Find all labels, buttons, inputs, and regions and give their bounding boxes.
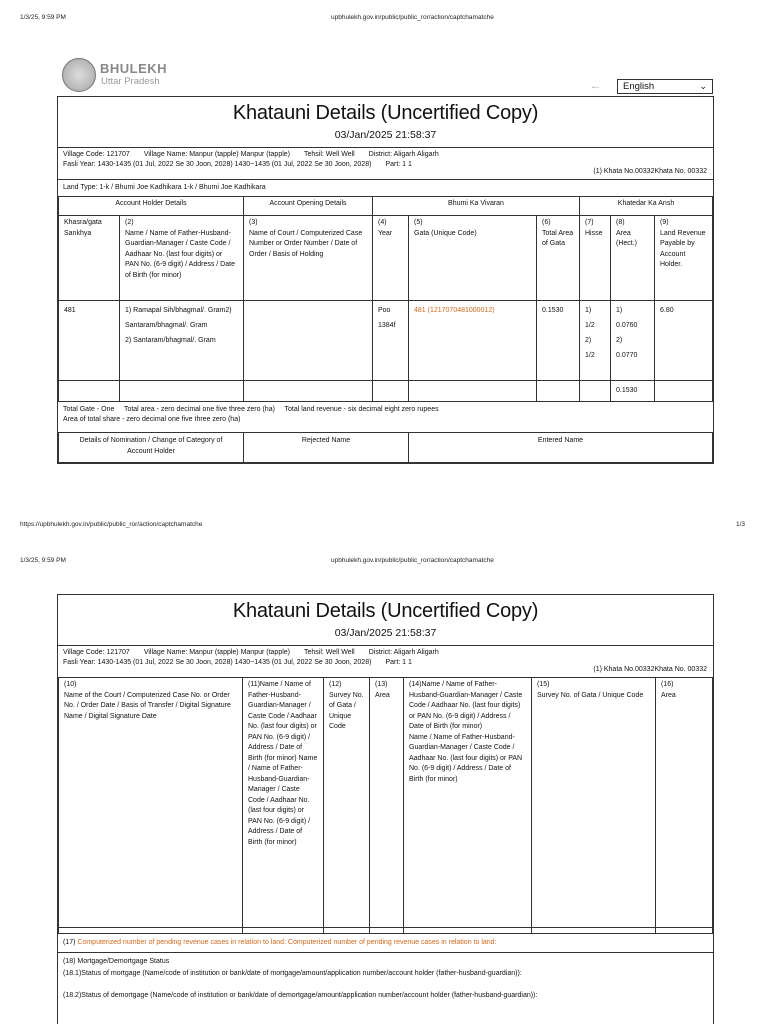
col-revenue: (9) Land Revenue Payable by Account Holder. (655, 216, 713, 301)
cell-name: 1) Ramapal Sih/bhagmal/. Gram2) Santaram/bhagmal/. Gram 2) Santaram/bhagmal/. Gram (120, 301, 244, 381)
mortgage-status: (18) Mortgage/Demortgage Status (63, 958, 170, 965)
land-type: Land Type: 1-k / Bhumi Joe Kadhikara 1-k / Bhumi Joe Kadhikara (58, 179, 713, 196)
col-11: (11)Name / Name of Father-Husband-Guardian-Manager / Caste Code / Aadhaar No. (last four digits) or PAN No. (6-9 digit) / Address / Date of Birth (for minor) Name / Name of Father-Husband-Guardian-Manager / Caste Code / Aadhaar No. (last four digits) or PAN No. (6-9 digit) / Address / Date of Birth (for minor) (243, 678, 324, 928)
language-select[interactable]: English ⌄ (617, 79, 713, 94)
col-year: (4) Year (373, 216, 409, 301)
col-court: (3) Name of Court / Computerized Case Number or Order Number / Date of Order / Basis of Holding (244, 216, 373, 301)
totals-block (58, 402, 713, 432)
entered-name: Entered Name (409, 433, 713, 463)
col-name: (2) Name / Name of Father-Husband-Guardian-Manager / Caste Code / Aadhaar No. (last four digits) or PAN No. (6-9 digit) / Address / Date of Birth (for minor) (120, 216, 244, 301)
brand-name: BHULEKH (100, 61, 168, 76)
village-name: Village Name: Manpur (tapple) Manpur (tapple) (143, 151, 290, 158)
chevron-down-icon: ⌄ (699, 81, 707, 91)
report-date-2: 03/Jan/2025 21:58:37 (334, 627, 437, 639)
cell-revenue: 6.80 (655, 301, 713, 381)
share-line: Area of total share - zero decimal one five three zero (ha) (63, 416, 241, 423)
group-khatedar: Khatedar Ka Ansh (580, 197, 713, 216)
cell-total-area-sum: 0.1530 (611, 381, 655, 402)
col-hisse: (7) Hisse (580, 216, 611, 301)
cell-gata[interactable]: 481 (1217070481000012) (409, 301, 537, 381)
page-title: Khatauni Details (Uncertified Copy) (232, 102, 539, 124)
village-code: Village Code: 121707 (63, 151, 130, 158)
print-url-title: upbhulekh.gov.in/public/public_ror/action/captchamatche (331, 14, 494, 21)
khata-number: (1) Khata No.00332Khata No. 00332 (593, 168, 707, 175)
report-date: 03/Jan/2025 21:58:37 (334, 129, 437, 141)
nomination-table (58, 432, 713, 463)
meta-block-2: Village Code: 121707 Village Name: Manpur (tapple) Manpur (tapple) Tehsil: Well Well District: Aligarh Aligarh Fasli Year: 1430-1435 (01 Jul, 2022 Se 30 Joon, 2028) 1430~1435 (01 Jul, 2022 Se 30 Joon, 2028) Part: 1 1 (1) Khata No.00332Khata No. 00332 (58, 645, 713, 677)
cell-hisse: 1) 1/2 2) 1/2 (580, 301, 611, 381)
up-emblem-logo (62, 58, 96, 92)
meta-block (58, 147, 713, 179)
col-15: (15) Survey No. of Gata / Unique Code (532, 678, 656, 928)
page-number: 1/3 (736, 521, 746, 528)
cell-year: Poo 1384f (373, 301, 409, 381)
print-datetime: 1/3/25, 9:59 PM (20, 14, 66, 21)
group-bhumi: Bhumi Ka Vivaran (373, 197, 580, 216)
print-datetime-2: 1/3/25, 9:59 PM (20, 557, 66, 564)
print-full-url: https://upbhulekh.gov.in/public/public_ror/action/captchamatche (20, 521, 203, 528)
cell-total-area: 0.1530 (537, 301, 580, 381)
page-title-2: Khatauni Details (Uncertified Copy) (232, 600, 539, 622)
group-account-holder: Account Holder Details (59, 197, 244, 216)
back-arrow-icon[interactable]: ← (590, 80, 601, 92)
nomination-details: Details of Nomination / Change of Category of Account Holder (59, 433, 244, 463)
district: District: Aligarh Aligarh (368, 151, 439, 158)
rejected-name: Rejected Name (244, 433, 409, 463)
demortgage-line: (18.2)Status of demortgage (Name/code of institution or bank/date of demortgage/amount/application number/account holder (father-husband-guardian)): (63, 992, 538, 999)
fasli-year: Fasli Year: 1430-1435 (01 Jul, 2022 Se 30 Joon, 2028) 1430~1435 (01 Jul, 2022 Se 30 Joon, 2028) (63, 161, 372, 168)
tehsil: Tehsil: Well Well (304, 151, 355, 158)
col-total-area: (6) Total Area of Gata (537, 216, 580, 301)
col-area: (8) Area (Hect.) (611, 216, 655, 301)
col-gata: (5) Gata (Unique Code) (409, 216, 537, 301)
cell-area: 1) 0.0760 2) 0.0770 (611, 301, 655, 381)
part: Part: 1 1 (385, 161, 412, 168)
col-13: (13) Area (370, 678, 404, 928)
totals-line: Total Gate - One Total area - zero decimal one five three zero (ha) Total land revenue - six decimal eight zero rupees (63, 406, 439, 413)
pending-cases: (17) Computerized number of pending revenue cases in relation to land: Computerized number of pending revenue cases in relation to land: (63, 939, 497, 946)
brand-subtitle: Uttar Pradesh (101, 76, 160, 87)
col-khasra: Khasra/gata Sankhya (59, 216, 120, 301)
col-12: (12) Survey No. of Gata / Unique Code (324, 678, 370, 928)
mortgage-section (58, 952, 713, 1005)
mortgage-line: (18.1)Status of mortgage (Name/code of institution or bank/date of mortgage/amount/application number/account holder (father-husband-guardian)): (63, 970, 522, 977)
group-account-opening: Account Opening Details (244, 197, 373, 216)
cell-court (244, 301, 373, 381)
col-16: (16) Area (656, 678, 713, 928)
transfer-table (58, 677, 713, 934)
print-url-title-2: upbhulekh.gov.in/public/public_ror/action/captchamatche (331, 557, 494, 564)
khatauni-table (58, 196, 713, 402)
khatauni-page-1 (57, 96, 714, 464)
cell-khasra: 481 (59, 301, 120, 381)
col-10: (10) Name of the Court / Computerized Case No. or Order No. / Order Date / Basis of Transfer / Digital Signature Name / Digital Signature Date (59, 678, 243, 928)
col-14: (14)Name / Name of Father-Husband-Guardian-Manager / Caste Code / Aadhaar No. (last four digits) or PAN No. (6-9 digit) / Address / Date of Birth (for minor) Name / Name of Father-Husband-Guardian-Manager / Caste Code / Aadhaar No. (last four digits) or PAN No. (6-9 digit) / Address / Date of Birth (for minor) (404, 678, 532, 928)
khatauni-page-2 (57, 594, 714, 1024)
